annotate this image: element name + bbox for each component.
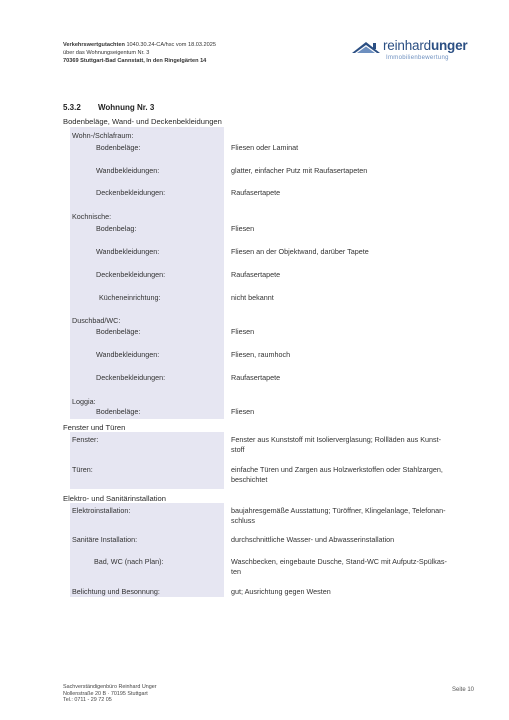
- room-heading: Wohn-/Schlafraum:: [72, 131, 134, 140]
- header-line-1: [63, 42, 216, 48]
- row-label: Bodenbelag:: [96, 224, 137, 233]
- row-value: Fliesen: [231, 327, 255, 336]
- row-value: durchschnittliche Wasser- und Abwasserinstallation: [231, 535, 395, 544]
- row-value: Fliesen: [231, 224, 255, 233]
- group-heading-fenster: Fenster und Türen: [63, 423, 126, 432]
- footer-address: Sachverständigenbüro Reinhard Unger Nollenstraße 20 B · 70195 Stuttgart Tel.: 0711 - 29 72 05: [63, 684, 157, 704]
- row-value-cont: beschichtet: [231, 475, 268, 484]
- row-label: Deckenbekleidungen:: [96, 188, 166, 197]
- header-report-title: Verkehrswertgutachten: [63, 42, 125, 48]
- row-value: einfache Türen und Zargen aus Holzwerkstoffen oder Stahlzargen,: [231, 465, 443, 474]
- row-value: Raufasertapete: [231, 188, 281, 197]
- row-label: Belichtung und Besonnung:: [72, 587, 160, 596]
- group-heading-boden: Bodenbeläge, Wand- und Deckenbekleidungen: [63, 117, 222, 126]
- row-value: nicht bekannt: [231, 293, 274, 302]
- row-value: Fenster aus Kunststoff mit Isolierverglasung; Rollläden aus Kunst-: [231, 435, 442, 444]
- page-number: Seite 10: [452, 687, 475, 693]
- row-label: Bodenbeläge:: [96, 143, 141, 152]
- row-label: Deckenbekleidungen:: [96, 373, 166, 382]
- row-label: Sanitäre Installation:: [72, 535, 138, 544]
- row-value: Fliesen an der Objektwand, darüber Tapete: [231, 247, 369, 256]
- section-title: Wohnung Nr. 3: [98, 103, 155, 112]
- row-label: Wandbekleidungen:: [96, 166, 160, 175]
- row-value: Waschbecken, eingebaute Dusche, Stand-WC mit Aufputz-Spülkas-: [231, 557, 447, 566]
- row-value-cont: stoff: [231, 445, 245, 454]
- room-heading: Loggia:: [72, 397, 96, 406]
- row-value: baujahresgemäße Ausstattung; Türöffner, Klingelanlage, Telefonan-: [231, 506, 446, 515]
- header-report-ref: 1040.30.24-CA/hsc vom 18.03.2025: [126, 42, 216, 48]
- row-value-cont: ten: [231, 567, 241, 576]
- row-label: Bodenbeläge:: [96, 327, 141, 336]
- row-label: Deckenbekleidungen:: [96, 270, 166, 279]
- row-value: Fliesen oder Laminat: [231, 143, 299, 152]
- header-line-2: über das Wohnungseigentum Nr. 3: [63, 50, 150, 56]
- house-roof-icon: [351, 39, 381, 59]
- row-value: gut; Ausrichtung gegen Westen: [231, 587, 331, 596]
- row-label: Wandbekleidungen:: [96, 350, 160, 359]
- logo-subtitle: Immobilienbewertung: [386, 55, 449, 61]
- row-value: Fliesen, raumhoch: [231, 350, 291, 359]
- group-heading-elektro: Elektro- und Sanitärinstallation: [63, 494, 166, 503]
- row-label: Bodenbeläge:: [96, 407, 141, 416]
- row-value: Raufasertapete: [231, 373, 281, 382]
- row-value: Fliesen: [231, 407, 255, 416]
- row-label: Bad, WC (nach Plan):: [94, 557, 164, 566]
- row-label: Fenster:: [72, 435, 99, 444]
- row-value: glatter, einfacher Putz mit Raufasertapeten: [231, 166, 368, 175]
- logo-wordmark: reinhardunger: [383, 38, 468, 53]
- row-label: Elektroinstallation:: [72, 506, 131, 515]
- row-value-cont: schluss: [231, 516, 255, 525]
- label-column-shade-elektro: [70, 503, 224, 597]
- header-line-3: 70369 Stuttgart-Bad Cannstatt, In den Ringelgärten 14: [63, 58, 207, 64]
- row-value: Raufasertapete: [231, 270, 281, 279]
- row-label: Türen:: [72, 465, 93, 474]
- room-heading: Duschbad/WC:: [72, 316, 121, 325]
- row-label: Kücheneinrichtung:: [99, 293, 161, 302]
- room-heading: Kochnische:: [72, 212, 112, 221]
- row-label: Wandbekleidungen:: [96, 247, 160, 256]
- section-number: 5.3.2: [63, 103, 81, 112]
